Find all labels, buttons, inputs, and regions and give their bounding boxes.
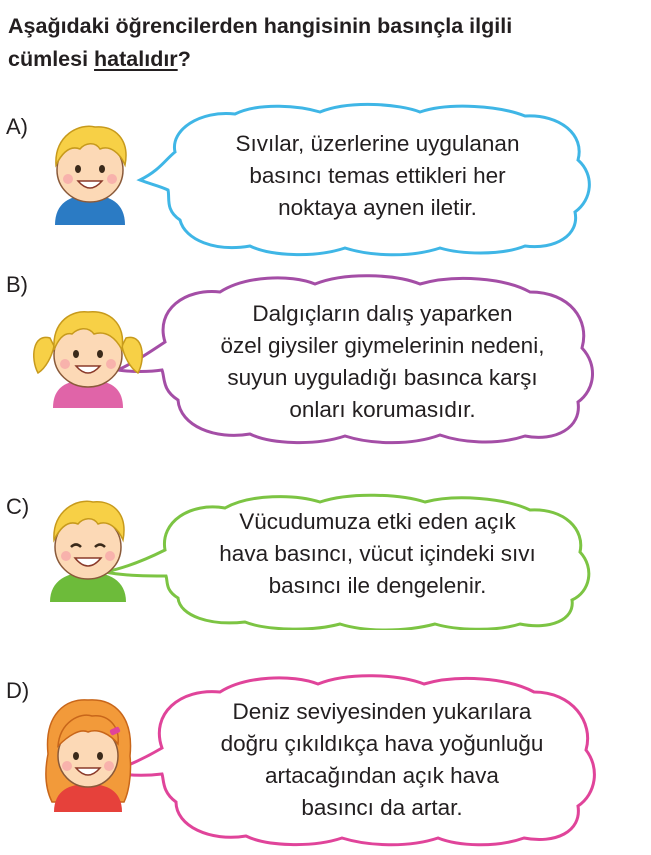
boy-avatar xyxy=(38,492,138,602)
bubble-line: Sıvılar, üzerlerine uygulanan xyxy=(235,131,520,156)
bubble-line: hava basıncı, vücut içindeki sıvı xyxy=(219,541,536,566)
eye-right xyxy=(97,350,103,358)
eye-left xyxy=(75,165,81,173)
option-c[interactable] xyxy=(0,490,651,630)
cheek-right xyxy=(106,359,116,369)
bubble-text xyxy=(175,298,590,426)
question-line-2 xyxy=(8,43,648,76)
cheek-left xyxy=(63,174,73,184)
cheek-right xyxy=(105,551,115,561)
girl-avatar xyxy=(28,298,148,408)
bubble-text xyxy=(180,128,575,224)
option-letter: A) xyxy=(6,114,28,139)
bubble-line: artacağından açık hava xyxy=(265,763,499,788)
bubble-text xyxy=(175,506,580,602)
option-d[interactable] xyxy=(0,672,651,847)
question-line-2-suffix: ? xyxy=(177,47,191,71)
eye-right xyxy=(97,752,103,760)
cheek-right xyxy=(107,174,117,184)
cheek-left xyxy=(61,551,71,561)
bubble-line: özel giysiler giymelerinin nedeni, xyxy=(220,333,545,358)
cheek-left xyxy=(62,761,72,771)
option-b[interactable] xyxy=(0,270,651,445)
bubble-line: basıncı ile dengelenir. xyxy=(268,573,487,598)
pigtail-left xyxy=(34,337,54,373)
eye-left xyxy=(73,752,79,760)
eye-right xyxy=(99,165,105,173)
bubble-text xyxy=(172,696,592,824)
bubble-line: basıncı temas ettikleri her xyxy=(249,163,506,188)
cheek-left xyxy=(60,359,70,369)
bubble-line: noktaya aynen iletir. xyxy=(278,195,477,220)
pigtail-right xyxy=(122,337,142,373)
bubble-line: basıncı da artar. xyxy=(301,795,463,820)
bubble-line: onları korumasıdır. xyxy=(289,397,476,422)
bubble-line: doğru çıkıldıkça hava yoğunluğu xyxy=(220,731,544,756)
cheek-right xyxy=(104,761,114,771)
bubble-line: Deniz seviyesinden yukarılara xyxy=(232,699,532,724)
bubble-line: suyun uyguladığı basınca karşı xyxy=(227,365,538,390)
bubble-line: Dalgıçların dalış yaparken xyxy=(252,301,513,326)
option-letter: B) xyxy=(6,272,28,297)
eye-left xyxy=(73,350,79,358)
option-a[interactable] xyxy=(0,100,651,260)
girl-avatar xyxy=(36,694,140,812)
bubble-line: Vücudumuza etki eden açık xyxy=(239,509,516,534)
question-line-2-prefix: cümlesi xyxy=(8,47,95,71)
option-letter: C) xyxy=(6,494,30,519)
option-letter: D) xyxy=(6,678,30,703)
question-line-1: Aşağıdaki öğrencilerden hangisinin basınçla ilgili xyxy=(8,14,513,38)
question-text xyxy=(8,10,648,76)
boy-avatar xyxy=(40,115,140,225)
question-emphasis: hatalıdır xyxy=(94,47,178,71)
